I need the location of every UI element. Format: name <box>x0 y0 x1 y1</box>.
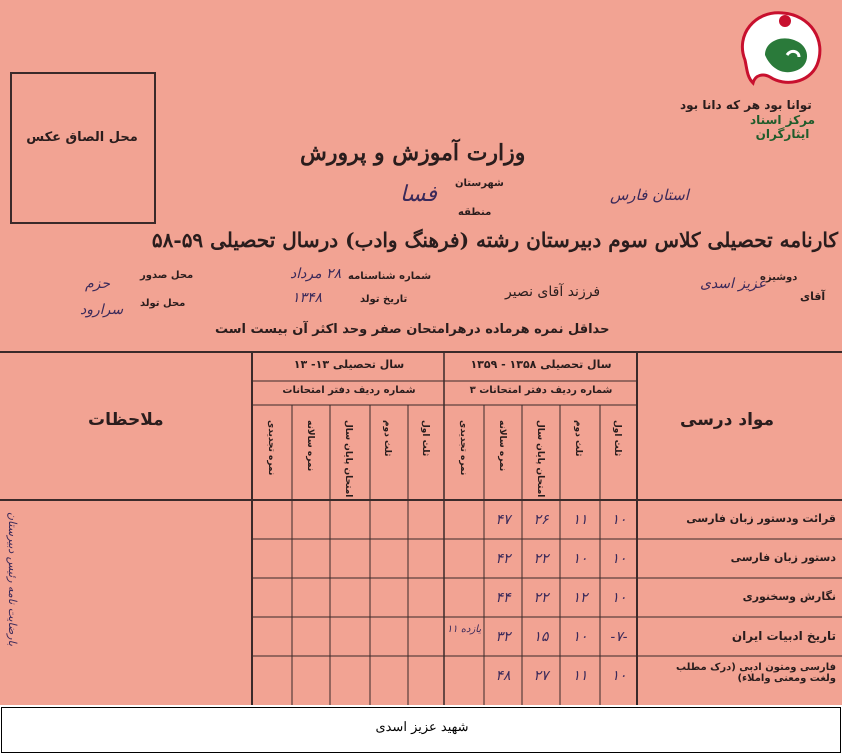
col-makeup: نمره تجدیدی <box>458 420 468 476</box>
remark-note: بارضایت نامه رئیس دبیرستان <box>6 512 19 647</box>
grade-r2-final: ۲۲ <box>533 551 549 567</box>
photo-label: محل الصاق عکس <box>26 130 138 145</box>
grade-r3-annual: ۴۴ <box>495 590 511 606</box>
student-name: عزیز اسدی <box>700 276 767 292</box>
grade-r4-annual: ۳۲ <box>495 629 511 645</box>
subjects-header: مواد درسی <box>680 410 775 430</box>
issue-place-value: حزم <box>85 276 111 292</box>
year2-row-number: شماره ردیف دفتر امتحانات <box>282 385 416 396</box>
col-term1: ثلث اول <box>612 420 622 457</box>
year1-row-number: شماره ردیف دفتر امتحانات ۳ <box>469 385 613 396</box>
subject-row-4: تاریخ ادبیات ایران <box>731 629 836 643</box>
subject-row-2: دستور زبان فارسی <box>730 551 836 564</box>
year2-label: سال تحصیلی ۱۳- ۱۳ <box>293 358 405 371</box>
grade-r2-term1: ۱۰ <box>611 551 627 567</box>
grade-r3-final: ۲۲ <box>533 590 549 606</box>
col-final-exam: امتحان پایان سال <box>535 420 545 498</box>
name-label: دوشیزه <box>760 272 798 283</box>
subject-row-5: فارسی ومتون ادبی (درک مطلب ولغت ومعنی واملاء) <box>676 662 836 684</box>
birth-place-label: محل تولد <box>140 298 186 309</box>
caption-box <box>1 707 841 753</box>
subject-row-1: قرائت ودستور زبان فارسی <box>686 512 836 525</box>
col2-final-exam: امتحان پایان سال <box>343 420 353 498</box>
motto: توانا بود هر که دانا بود <box>680 98 812 112</box>
county-label: شهرستان <box>455 178 504 189</box>
district-label: منطقه <box>458 207 492 218</box>
grade-r1-final: ۲۶ <box>533 512 549 528</box>
grade-r4-final: ۱۵ <box>533 629 549 645</box>
birthdate-label: تاریخ تولد <box>360 294 408 305</box>
logo-text: مرکز اسناد ایثارگران <box>750 113 815 141</box>
grade-r1-annual: ۴۷ <box>495 512 511 528</box>
certificate-label: شماره شناسنامه <box>348 271 432 282</box>
grade-r3-term1: ۱۰ <box>611 590 627 606</box>
grading-note: حداقل نمره هرماده درهرامتحان صفر وحد اکثر آن بیست است <box>215 322 610 337</box>
grade-r1-term2: ۱۱ <box>572 512 588 528</box>
issue-place-label: محل صدور <box>140 270 194 281</box>
certificate-value: ۲۸ مرداد <box>290 266 342 282</box>
caption-text: شهید عزیز اسدی <box>375 720 469 735</box>
province: استان فارس <box>610 186 689 204</box>
year1-label: سال تحصیلی ۱۳۵۸ - ۱۳۵۹ <box>470 358 612 371</box>
grade-r4-makeup: ۱۱ یازده <box>446 624 482 635</box>
county-value: فسا <box>400 182 437 207</box>
grade-r3-term2: ۱۲ <box>572 590 588 606</box>
grade-r5-annual: ۴۸ <box>495 668 511 684</box>
grade-r5-final: ۲۷ <box>533 668 549 684</box>
main-title: کارنامه تحصیلی کلاس سوم دبیرستان رشته (فرهنگ وادب) درسال تحصیلی ۵۹-۵۸ <box>151 228 838 252</box>
col2-makeup: نمره تجدیدی <box>266 420 276 476</box>
col-annual: نمره سالانه <box>497 420 507 472</box>
col2-term2: ثلث دوم <box>382 420 392 457</box>
grade-r5-term2: ۱۱ <box>572 668 588 684</box>
grade-r5-term1: ۱۰ <box>611 668 627 684</box>
remarks-header: ملاحظات <box>88 410 164 430</box>
subject-row-3: نگارش وسخنوری <box>742 590 836 603</box>
col2-annual: نمره سالانه <box>305 420 315 472</box>
grade-r2-term2: ۱۰ <box>572 551 588 567</box>
mr-label: آقای <box>800 290 826 303</box>
grade-r2-annual: ۴۲ <box>495 551 511 567</box>
father-name: فرزند آقای نصیر <box>505 284 601 300</box>
col2-term1: ثلث اول <box>420 420 430 457</box>
grade-r4-term2: ۱۰ <box>572 629 588 645</box>
grade-r1-term1: ۱۰ <box>611 512 627 528</box>
col-term2: ثلث دوم <box>573 420 583 457</box>
birthdate-value: ۱۳۴۸ <box>292 290 323 306</box>
birth-place-value: سرارود <box>80 302 124 318</box>
ministry-heading: وزارت آموزش و پرورش <box>300 140 526 166</box>
grade-r4-term1: -۷- <box>610 629 628 645</box>
